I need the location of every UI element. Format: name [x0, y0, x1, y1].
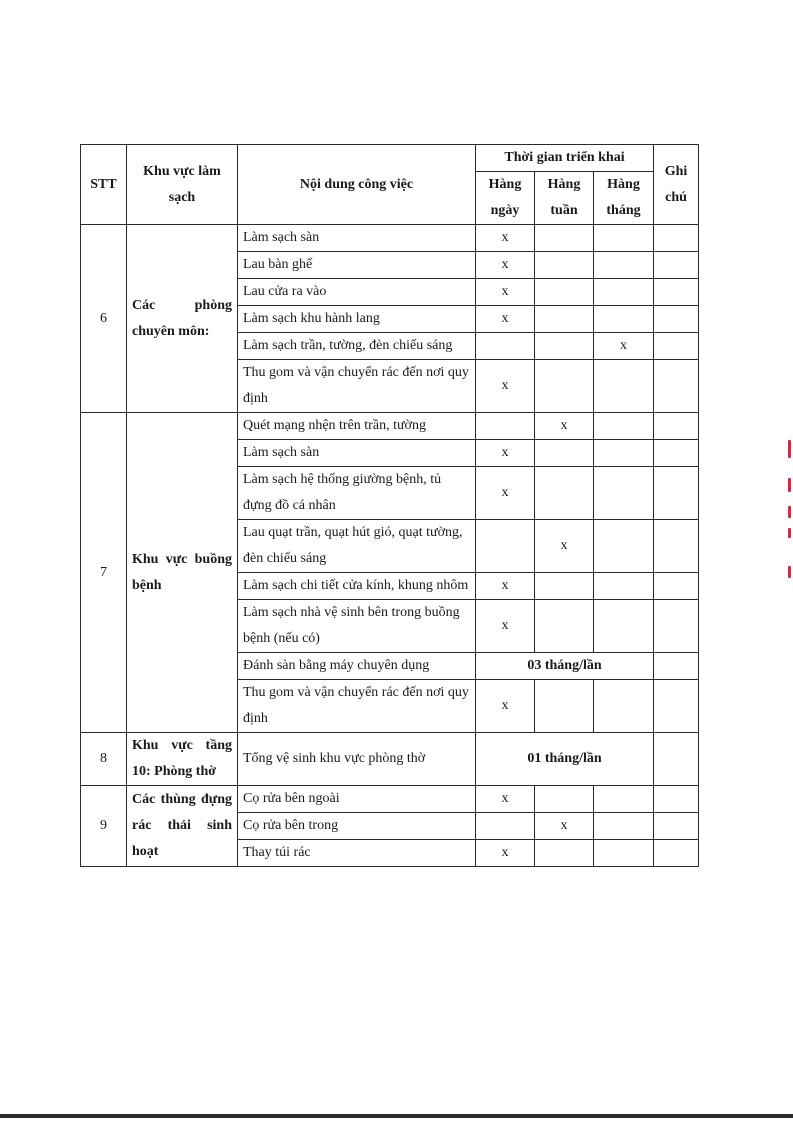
cleaning-schedule-table: [80, 144, 699, 867]
note-cell: [654, 813, 699, 840]
header-stt: STT: [81, 145, 127, 225]
task-cell: Thu gom và vận chuyển rác đến nơi quy định: [238, 360, 476, 413]
note-cell: [654, 680, 699, 733]
mark-weekly: [535, 333, 594, 360]
mark-monthly: [594, 440, 654, 467]
mark-weekly: [535, 306, 594, 333]
note-cell: [654, 840, 699, 867]
note-cell: [654, 413, 699, 440]
row-area: Khu vực buồng bệnh: [127, 413, 238, 733]
mark-monthly: [594, 680, 654, 733]
mark-daily: x: [476, 252, 535, 279]
mark-monthly: [594, 573, 654, 600]
note-cell: [654, 600, 699, 653]
mark-daily: [476, 520, 535, 573]
note-cell: [654, 786, 699, 813]
task-cell: Làm sạch sàn: [238, 440, 476, 467]
header-row-1: [81, 145, 699, 172]
note-cell: [654, 653, 699, 680]
mark-weekly: [535, 786, 594, 813]
task-cell: Lau cửa ra vào: [238, 279, 476, 306]
mark-daily: x: [476, 680, 535, 733]
mark-daily: x: [476, 360, 535, 413]
row-stt: 8: [81, 733, 127, 786]
mark-monthly: [594, 600, 654, 653]
note-cell: [654, 306, 699, 333]
mark-daily: x: [476, 306, 535, 333]
mark-daily: [476, 813, 535, 840]
task-cell: Làm sạch trần, tường, đèn chiếu sáng: [238, 333, 476, 360]
table-row: [81, 733, 699, 786]
header-monthly: Hàng tháng: [594, 172, 654, 225]
row-stt: 9: [81, 786, 127, 867]
mark-monthly: [594, 360, 654, 413]
mark-daily: x: [476, 279, 535, 306]
table-row: [81, 413, 699, 440]
note-cell: [654, 733, 699, 786]
note-cell: [654, 252, 699, 279]
header-weekly: Hàng tuần: [535, 172, 594, 225]
task-cell: Thay túi rác: [238, 840, 476, 867]
table-row: [81, 786, 699, 813]
mark-monthly: [594, 786, 654, 813]
mark-monthly: [594, 813, 654, 840]
mark-daily: x: [476, 840, 535, 867]
mark-monthly: [594, 252, 654, 279]
mark-weekly: [535, 279, 594, 306]
row-area: Các phòng chuyên môn:: [127, 225, 238, 413]
mark-weekly: [535, 360, 594, 413]
task-cell: Đánh sàn bằng máy chuyên dụng: [238, 653, 476, 680]
row-stt: 7: [81, 413, 127, 733]
header-content: Nội dung công việc: [238, 145, 476, 225]
edge-stamp-mark: [788, 440, 791, 458]
note-cell: [654, 467, 699, 520]
note-cell: [654, 333, 699, 360]
mark-weekly: x: [535, 520, 594, 573]
header-area: Khu vực làm sạch: [127, 145, 238, 225]
mark-weekly: x: [535, 813, 594, 840]
mark-weekly: [535, 440, 594, 467]
mark-weekly: [535, 840, 594, 867]
header-note: Ghi chú: [654, 145, 699, 225]
mark-monthly: [594, 467, 654, 520]
frequency-span-cell: 01 tháng/lần: [476, 733, 654, 786]
mark-monthly: [594, 306, 654, 333]
mark-monthly: [594, 413, 654, 440]
row-area: Khu vực tầng 10: Phòng thờ: [127, 733, 238, 786]
note-cell: [654, 225, 699, 252]
mark-weekly: [535, 600, 594, 653]
mark-monthly: [594, 520, 654, 573]
task-cell: Quét mạng nhện trên trần, tường: [238, 413, 476, 440]
mark-daily: x: [476, 600, 535, 653]
header-time-group: Thời gian triển khai: [476, 145, 654, 172]
scan-bottom-edge: [0, 1114, 793, 1118]
task-cell: Lau bàn ghế: [238, 252, 476, 279]
mark-daily: x: [476, 786, 535, 813]
task-cell: Thu gom và vận chuyển rác đến nơi quy định: [238, 680, 476, 733]
mark-daily: x: [476, 573, 535, 600]
mark-daily: x: [476, 440, 535, 467]
task-cell: Làm sạch chi tiết cửa kính, khung nhôm: [238, 573, 476, 600]
task-cell: Lau quạt trần, quạt hút gió, quạt tường, đèn chiếu sáng: [238, 520, 476, 573]
row-stt: 6: [81, 225, 127, 413]
mark-monthly: [594, 279, 654, 306]
note-cell: [654, 573, 699, 600]
edge-stamp-mark: [788, 506, 791, 518]
frequency-span-cell: 03 tháng/lần: [476, 653, 654, 680]
note-cell: [654, 520, 699, 573]
mark-monthly: x: [594, 333, 654, 360]
mark-weekly: [535, 573, 594, 600]
table-row: [81, 225, 699, 252]
edge-stamp-mark: [788, 478, 791, 492]
task-cell: Tổng vệ sinh khu vực phòng thờ: [238, 733, 476, 786]
edge-stamp-mark: [788, 566, 791, 578]
mark-weekly: [535, 225, 594, 252]
edge-stamp-mark: [788, 528, 791, 538]
task-cell: Làm sạch nhà vệ sinh bên trong buồng bệnh (nếu có): [238, 600, 476, 653]
mark-monthly: [594, 225, 654, 252]
note-cell: [654, 279, 699, 306]
mark-monthly: [594, 840, 654, 867]
mark-weekly: x: [535, 413, 594, 440]
note-cell: [654, 360, 699, 413]
mark-daily: x: [476, 225, 535, 252]
mark-daily: [476, 333, 535, 360]
task-cell: Cọ rửa bên ngoài: [238, 786, 476, 813]
mark-weekly: [535, 467, 594, 520]
task-cell: Làm sạch sàn: [238, 225, 476, 252]
mark-daily: x: [476, 467, 535, 520]
header-daily: Hàng ngày: [476, 172, 535, 225]
mark-weekly: [535, 680, 594, 733]
mark-daily: [476, 413, 535, 440]
mark-weekly: [535, 252, 594, 279]
row-area: Các thùng đựng rác thải sinh hoạt: [127, 786, 238, 867]
task-cell: Cọ rửa bên trong: [238, 813, 476, 840]
schedule-body: [81, 225, 699, 867]
note-cell: [654, 440, 699, 467]
task-cell: Làm sạch hệ thống giường bệnh, tủ đựng đồ cá nhân: [238, 467, 476, 520]
task-cell: Làm sạch khu hành lang: [238, 306, 476, 333]
